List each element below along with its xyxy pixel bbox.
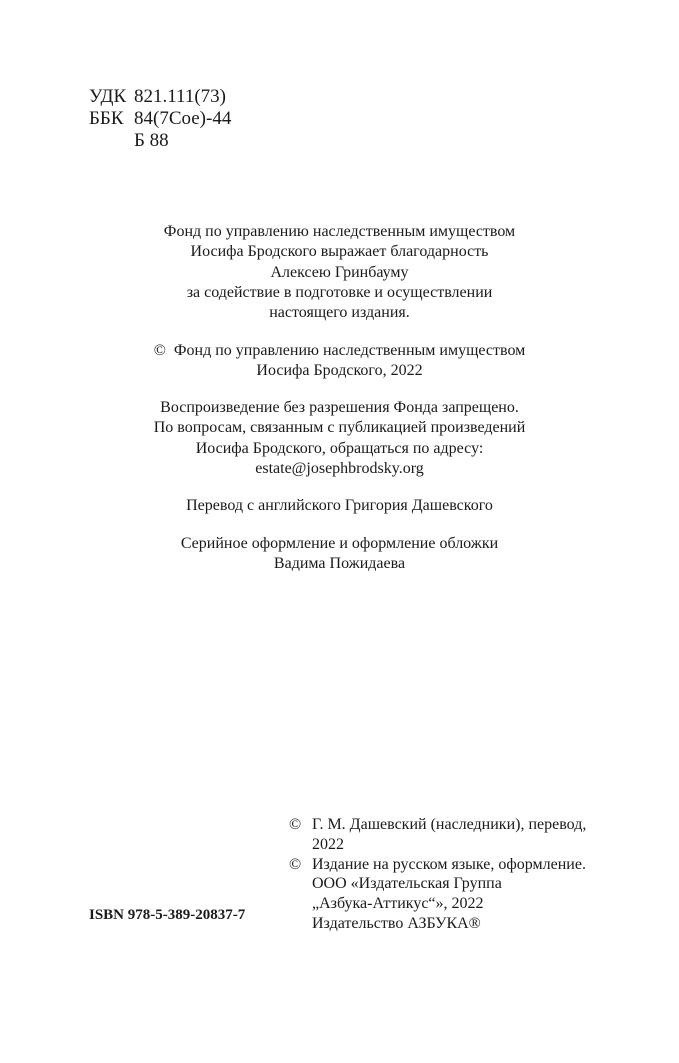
classification-block: [89, 86, 231, 152]
fund-copyright-line1: Фонд по управлению наследственным имуществом: [173, 342, 526, 359]
copyright-symbol: ©: [153, 342, 166, 359]
bbk-value: 84(7Сое)-44: [134, 108, 232, 129]
copyright-entry: [289, 815, 586, 855]
translation-block: [0, 496, 679, 516]
author-mark-row: [89, 130, 231, 152]
udk-row: [89, 86, 231, 108]
bbk-row: [89, 108, 231, 130]
design-block: [0, 534, 679, 575]
acknowledgement-line: за содействие в подготовке и осуществлении: [186, 283, 493, 301]
reproduction-notice-block: [0, 398, 679, 479]
contact-email: estate@josephbrodsky.org: [255, 459, 424, 477]
copyrights-block: [289, 815, 586, 934]
fund-copyright-line: [0, 341, 679, 361]
fund-copyright-line2: Иосифа Бродского, 2022: [256, 362, 423, 380]
notice-line: Воспроизведение без разрешения Фонда запрещено.: [160, 399, 519, 416]
translation-line: Перевод с английского Григория Дашевского: [186, 497, 493, 514]
design-line: Серийное оформление и оформление обложки: [180, 535, 499, 552]
notice-line: Иосифа Бродского, обращаться по адресу:: [195, 439, 484, 457]
bbk-label: ББК: [89, 108, 124, 129]
designer-name: Вадима Пожидаева: [273, 555, 406, 573]
copyright-line: 2022: [312, 835, 344, 853]
acknowledgement-line: настоящего издания.: [269, 304, 410, 322]
isbn: ISBN 978-5-389-20837-7: [89, 907, 246, 923]
fund-copyright-block: [0, 341, 679, 382]
acknowledgement-line: Алексею Гринбауму: [270, 263, 409, 281]
copyright-line: ООО «Издательская Группа: [312, 875, 502, 893]
acknowledgement-line: Фонд по управлению наследственным имуществом: [163, 223, 516, 240]
acknowledgement-line: Иосифа Бродского выражает благодарность: [190, 243, 489, 261]
copyright-line: Г. М. Дашевский (наследники), перевод,: [312, 816, 587, 833]
udk-value: 821.111(73): [134, 86, 226, 107]
copyright-symbol: ©: [289, 816, 302, 833]
udk-label: УДК: [89, 86, 127, 107]
acknowledgement-block: [0, 222, 679, 323]
copyright-symbol: ©: [289, 855, 302, 873]
notice-line: По вопросам, связанным с публикацией произведений: [153, 419, 526, 437]
copyright-line: „Азбука-Аттикус“», 2022: [312, 895, 484, 913]
copyright-line: Издание на русском языке, оформление.: [312, 855, 586, 873]
author-mark: Б 88: [134, 130, 169, 151]
copyright-entry: [289, 855, 586, 934]
publisher-name: Издательство АЗБУКА®: [312, 914, 481, 932]
